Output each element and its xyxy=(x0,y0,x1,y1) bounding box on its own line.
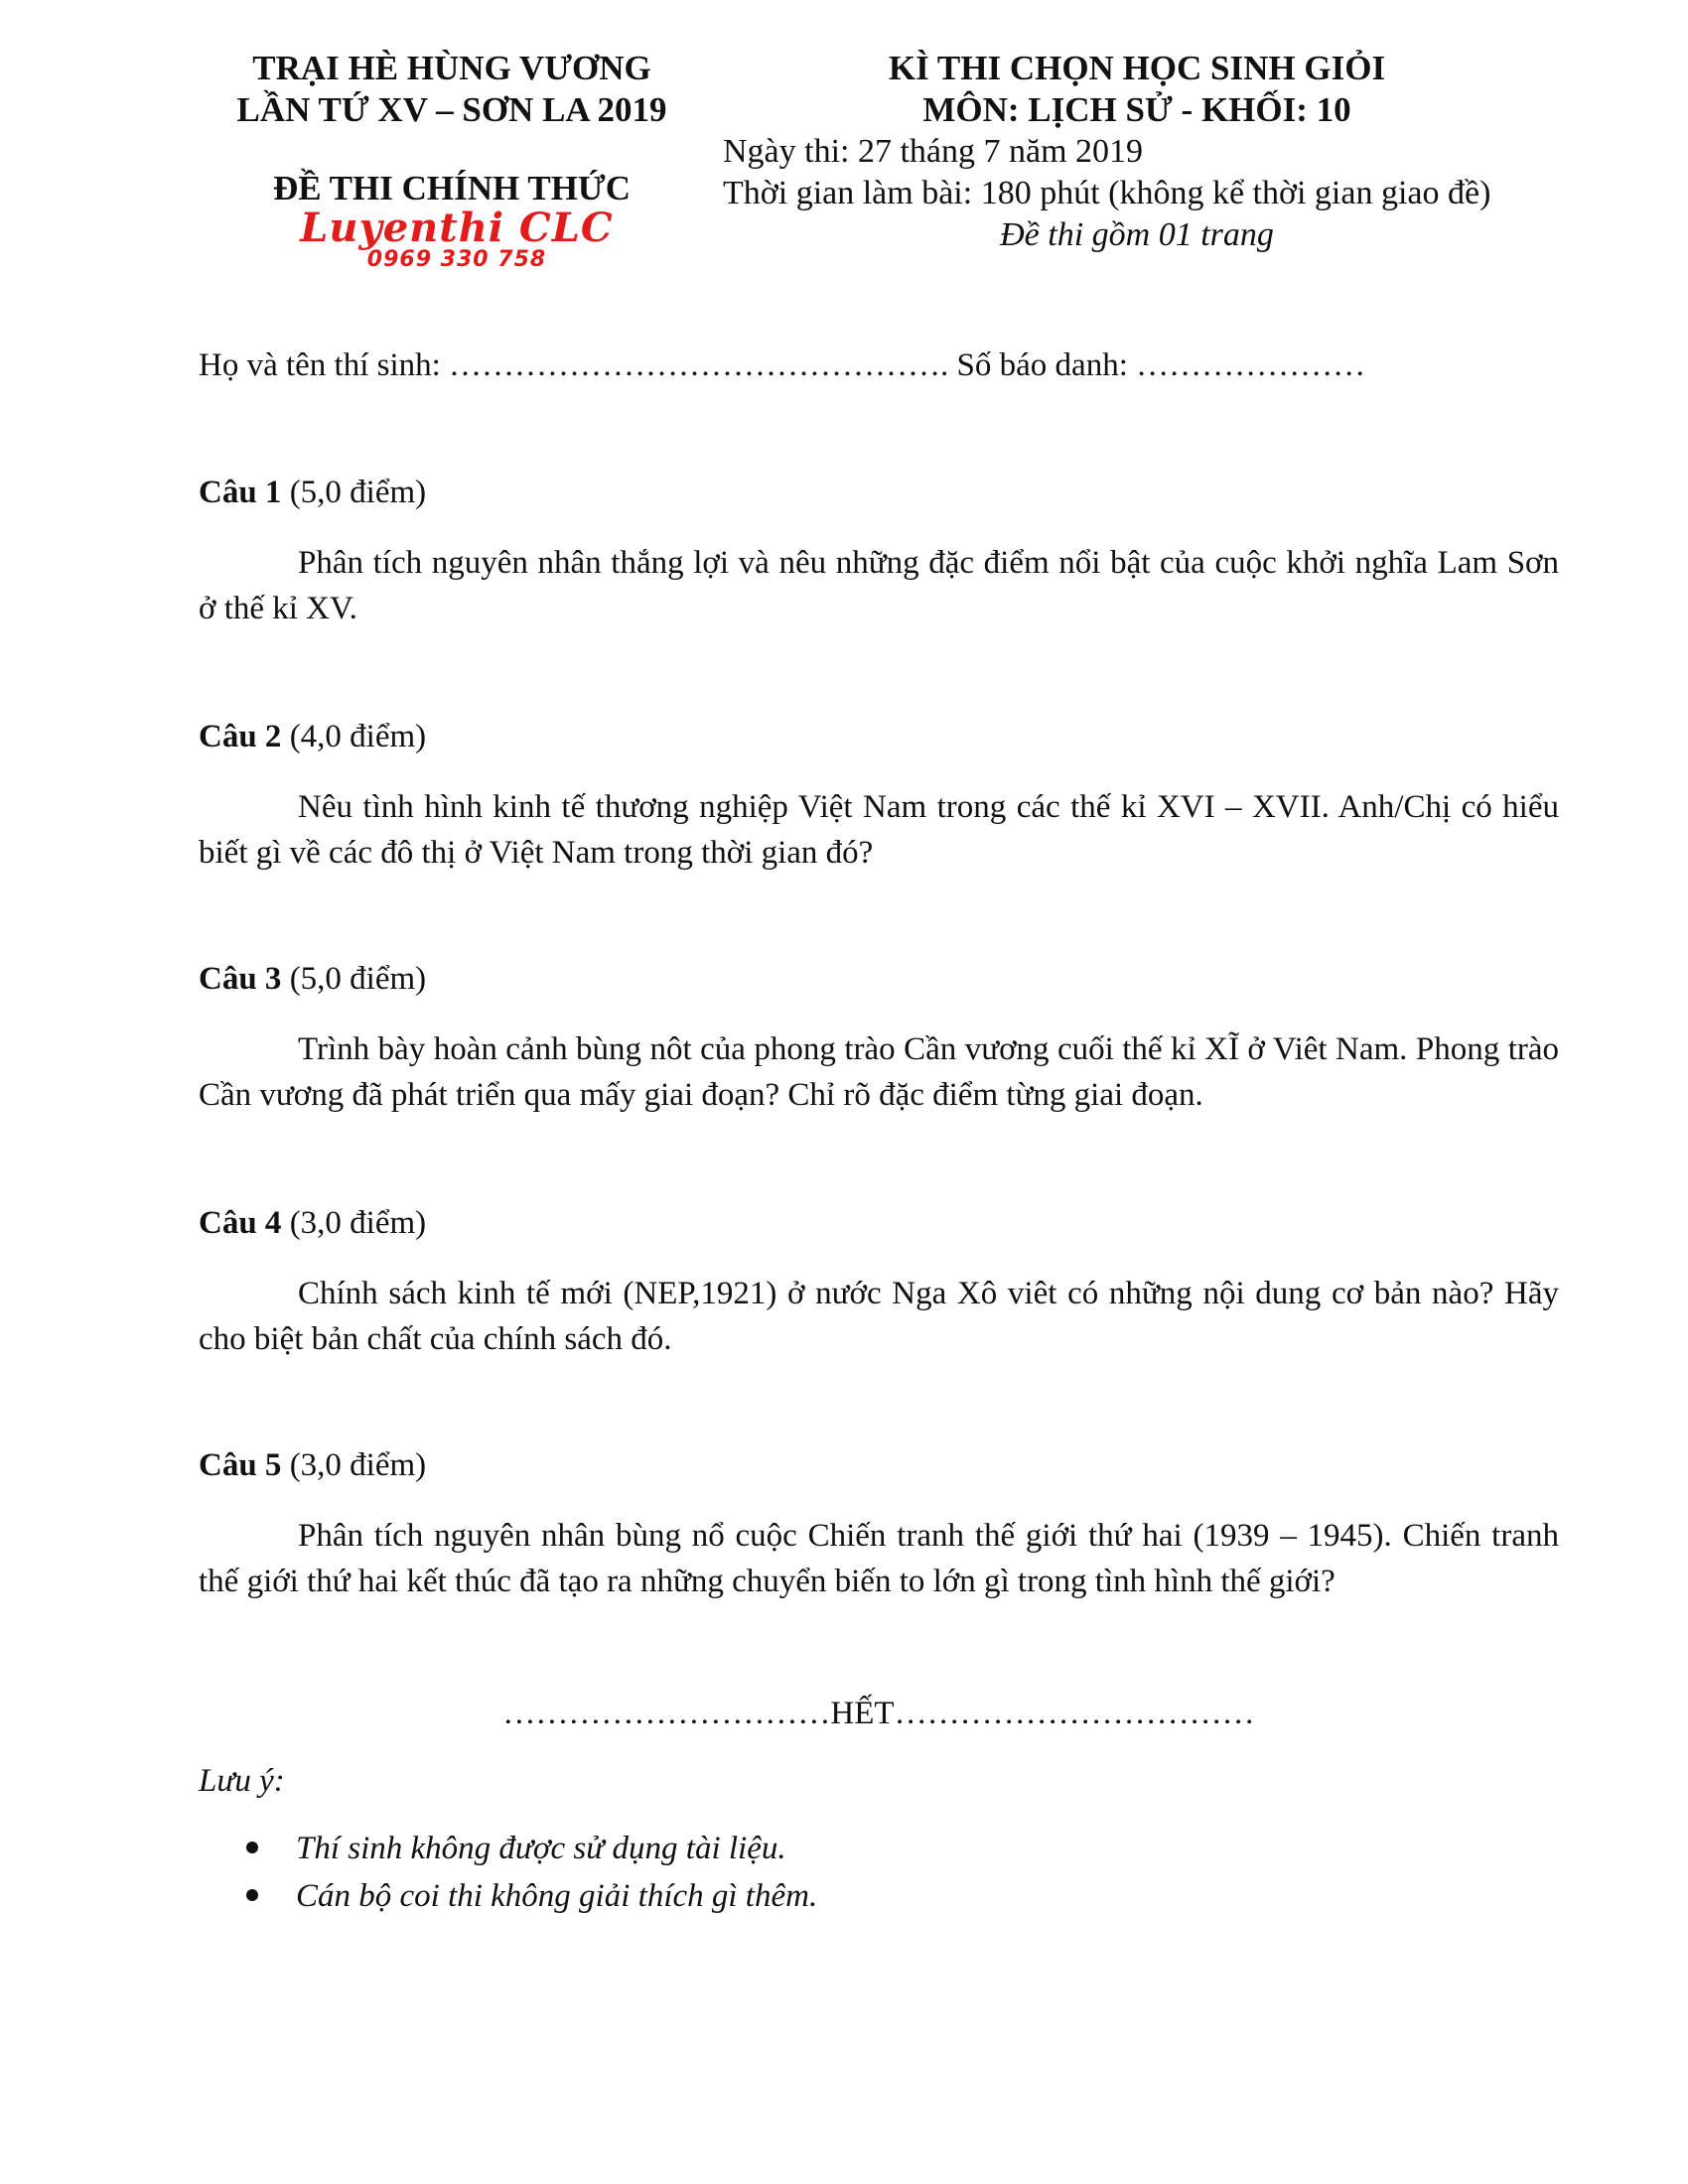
question-1-points: (5,0 điểm) xyxy=(281,475,427,510)
question-4-label: Câu 4 xyxy=(199,1205,282,1241)
question-5-text: Phân tích nguyên nhân bùng nổ cuộc Chiến tranh thế giới thứ hai (1939 – 1945). Chiến tranh thế giới thứ hai kết thúc đã tạo ra những chuyển biến to lớn gì trong tình hình thế giới? xyxy=(199,1518,1559,1599)
candidate-info-line: Họ và tên thí sinh: ………………………………………. Số báo danh: ………………… xyxy=(199,347,1366,383)
logo-phone: 0969 330 758 xyxy=(366,247,547,272)
logo-name: Luyenthi CLC xyxy=(300,205,614,251)
exam-subject: MÔN: LỊCH SỬ - KHỐI: 10 xyxy=(922,90,1351,129)
notes-title: Lưu ý: xyxy=(199,1763,285,1799)
question-4-points: (3,0 điểm) xyxy=(281,1205,427,1241)
question-5-label: Câu 5 xyxy=(199,1447,282,1483)
organizer-line-2: LẦN TỨ XV – SƠN LA 2019 xyxy=(236,90,667,129)
question-1-title xyxy=(199,475,426,511)
question-2-title xyxy=(199,719,426,755)
question-3-text: Trình bày hoàn cảnh bùng nôt của phong trào Cần vương cuối thế kỉ XĨ ở Viêt Nam. Phong trào Cần vương đã phát triển qua mấy giai đoạn? Chỉ rõ đặc điểm từng giai đoạn. xyxy=(199,1031,1559,1113)
question-5-points: (3,0 điểm) xyxy=(281,1447,427,1483)
organizer-line-1: TRẠI HÈ HÙNG VƯƠNG xyxy=(252,49,651,87)
question-1-text: Phân tích nguyên nhân thắng lợi và nêu những đặc điểm nổi bật của cuộc khởi nghĩa Lam Sơn ở thế kỉ XV. xyxy=(199,545,1559,626)
exam-title: KÌ THI CHỌN HỌC SINH GIỎI xyxy=(888,49,1386,87)
note-text: Cán bộ coi thi không giải thích gì thêm. xyxy=(296,1878,818,1914)
exam-date: Ngày thi: 27 tháng 7 năm 2019 xyxy=(723,133,1144,170)
question-4-title xyxy=(199,1205,426,1242)
organizer-header xyxy=(179,48,725,131)
question-2-points: (4,0 điểm) xyxy=(281,719,427,754)
question-4-text: Chính sách kinh tế mới (NEP,1921) ở nước Nga Xô viêt có những nội dung cơ bản nào? Hãy cho biệt bản chất của chính sách đó. xyxy=(199,1276,1559,1357)
bullet-icon xyxy=(246,1889,258,1901)
bullet-icon xyxy=(246,1842,258,1853)
luyenthi-logo xyxy=(293,205,621,274)
question-2-label: Câu 2 xyxy=(199,719,282,754)
note-item xyxy=(199,1831,786,1867)
question-3-label: Câu 3 xyxy=(199,961,282,997)
question-3-title xyxy=(199,961,426,998)
exam-header xyxy=(854,48,1420,131)
question-5-title xyxy=(199,1447,426,1484)
end-of-exam-marker: …………………………HẾT…………………………… xyxy=(502,1696,1255,1731)
question-2-text: Nêu tình hình kinh tế thương nghiệp Việt Nam trong các thế kỉ XVI – XVII. Anh/Chị có hiểu biết gì về các đô thị ở Việt Nam trong thời gian đó? xyxy=(199,789,1559,871)
note-text: Thí sinh không được sử dụng tài liệu. xyxy=(296,1831,786,1866)
note-item xyxy=(199,1878,817,1915)
question-3-points: (5,0 điểm) xyxy=(281,961,427,997)
official-exam-label: ĐỀ THI CHÍNH THỨC xyxy=(272,169,632,207)
exam-duration: Thời gian làm bài: 180 phút (không kể thời gian giao đề) xyxy=(723,175,1491,211)
question-1-label: Câu 1 xyxy=(199,475,282,510)
exam-page-count: Đề thi gồm 01 trang xyxy=(1000,216,1274,253)
